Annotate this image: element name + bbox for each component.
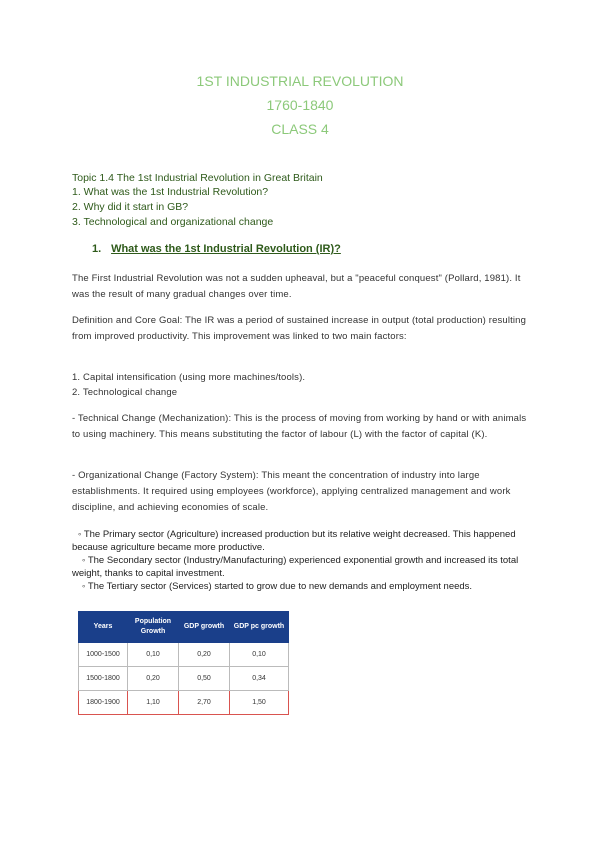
table-cell: 0,20 <box>179 643 230 667</box>
topic-item-2: 2. Why did it start in GB? <box>72 201 189 213</box>
table-cell: 0,50 <box>179 667 230 691</box>
sector-tertiary: ◦ The Tertiary sector (Services) started to grow due to new demands and employment needs. <box>82 581 473 592</box>
definition-paragraph: Definition and Core Goal: The IR was a period of sustained increase in output (total production) resulting from improved productivity. This improvement was linked to two main factors: <box>72 315 527 342</box>
table-row <box>79 643 289 667</box>
section-number: 1. <box>92 243 102 255</box>
table-cell: 1800-1900 <box>79 691 128 715</box>
table-row <box>79 667 289 691</box>
table-header-row <box>79 612 289 643</box>
document-dates: 1760-1840 <box>266 97 334 113</box>
section-title: What was the 1st Industrial Revolution (IR)? <box>111 243 341 255</box>
table-cell: 0,10 <box>128 643 179 667</box>
growth-table <box>78 611 289 715</box>
topic-item-3: 3. Technological and organizational change <box>72 216 274 228</box>
factor-1: 1. Capital intensification (using more machines/tools). <box>72 372 306 383</box>
factor-2: 2. Technological change <box>72 387 178 398</box>
intro-paragraph: The First Industrial Revolution was not a sudden upheaval, but a "peaceful conquest" (Pollard, 1981). It was the result of many gradual changes over time. <box>72 273 521 300</box>
table-cell: 1,10 <box>128 691 179 715</box>
table-cell: 2,70 <box>179 691 230 715</box>
sector-primary: ◦ The Primary sector (Agriculture) increased production but its relative weight decreased. This happened because agriculture became more productive. <box>72 529 516 553</box>
sector-secondary: ◦ The Secondary sector (Industry/Manufacturing) experienced exponential growth and increased its total weight, thanks to capital investment. <box>72 555 519 579</box>
table-cell: 0,10 <box>230 643 289 667</box>
document-title: 1ST INDUSTRIAL REVOLUTION <box>196 73 404 89</box>
section-heading <box>92 243 341 255</box>
table-cell: 0,20 <box>128 667 179 691</box>
topic-item-1: 1. What was the 1st Industrial Revolution? <box>72 186 269 198</box>
table-cell: 1500-1800 <box>79 667 128 691</box>
table-cell: 0,34 <box>230 667 289 691</box>
topic-heading: Topic 1.4 The 1st Industrial Revolution in Great Britain <box>72 172 323 184</box>
column-header: Years <box>79 612 128 643</box>
organizational-change-paragraph: - Organizational Change (Factory System): This meant the concentration of industry into large establishments. It required using employees (workforce), applying centralized management and work discipline, and achieving economies of scale. <box>72 470 511 513</box>
table-cell: 1,50 <box>230 691 289 715</box>
table-cell: 1000-1500 <box>79 643 128 667</box>
document-class: CLASS 4 <box>271 121 329 137</box>
column-header: GDP pc growth <box>230 612 289 643</box>
table-row <box>79 691 289 715</box>
technical-change-paragraph: - Technical Change (Mechanization): This is the process of moving from working by hand or with animals to using machinery. This means substituting the factor of labour (L) with the factor of capital (K). <box>72 413 527 440</box>
column-header: Population Growth <box>128 612 179 643</box>
column-header: GDP growth <box>179 612 230 643</box>
